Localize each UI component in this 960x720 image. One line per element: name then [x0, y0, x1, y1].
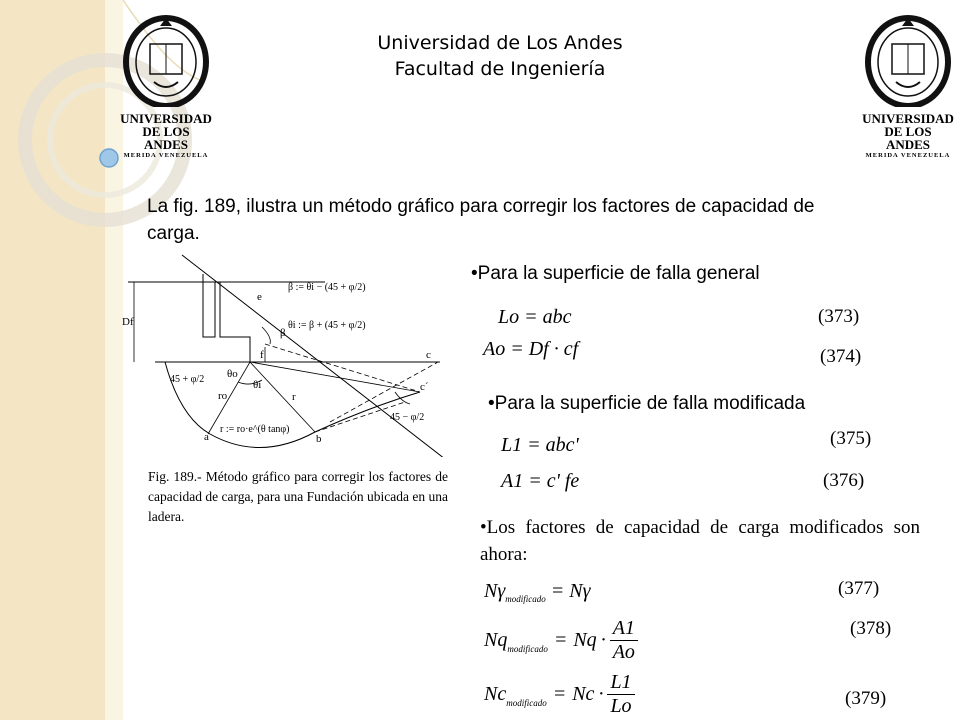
equation-number-378: (378)	[850, 618, 892, 639]
figure-caption: Fig. 189.- Método gráfico para corregir los factores de capacidad de carga, para una Fundación ubicada en una ladera.	[148, 469, 448, 524]
df-label: Df	[122, 316, 134, 328]
header	[300, 30, 700, 82]
logo-text-line2: DE LOS ANDES	[142, 124, 190, 152]
subscript-modificado: modificado	[507, 644, 548, 654]
equation-378: Nq $_{modificado}$ = Nq · $\frac{A1}{Ao}$	[484, 610, 638, 670]
fraction-denominator: Lo	[610, 694, 632, 717]
intro-paragraph: La fig. 189, ilustra un método gráfico para corregir los factores de capacidad de carga.	[147, 196, 815, 244]
nq-symbol: Nq	[573, 628, 597, 651]
foundation-left	[203, 274, 215, 337]
logo-text-line1: UNIVERSIDAD	[120, 111, 212, 126]
equation-379: Nc $_{modificado}$ = Nc · $\frac{L1}{Lo}$	[484, 668, 635, 720]
equation-376: A1 = c' fe	[501, 470, 580, 492]
equation-number-376: (376)	[823, 470, 865, 491]
logo-text-line1: UNIVERSIDAD	[862, 111, 954, 126]
equation-number-377: (377)	[838, 578, 880, 599]
eq-beta: β := θi − (45 + φ/2)	[288, 282, 366, 293]
label-ro: ro	[218, 390, 228, 402]
failure-surface-figure	[120, 252, 465, 457]
equation-374: Ao = Df · cf	[483, 338, 579, 360]
factors-paragraph: •Los factores de capacidad de carga modificados son ahora:	[480, 517, 920, 565]
foundation-right	[220, 282, 250, 362]
seal-icon	[120, 12, 212, 107]
label-r: r	[292, 391, 296, 403]
label-e: e	[257, 291, 262, 303]
n-gamma-symbol: Nγ	[484, 580, 506, 602]
general-surface-title: •Para la superficie de falla general	[471, 263, 760, 284]
modified-surface-title: •Para la superficie de falla modificada	[488, 393, 806, 414]
fraction-379	[607, 671, 634, 718]
fraction-numerator: L1	[607, 671, 634, 695]
angle-right: 45 − φ/2	[390, 412, 425, 423]
label-b: b	[316, 433, 322, 445]
fraction-378	[610, 617, 638, 664]
equation-number-375: (375)	[830, 428, 872, 449]
label-c: c	[426, 349, 431, 361]
equation-number-374: (374)	[820, 346, 862, 367]
n-gamma-symbol: Nγ	[569, 580, 591, 602]
label-a: a	[204, 431, 209, 443]
angle-left: 45 + φ/2	[170, 374, 205, 385]
university-name: Universidad de Los Andes	[377, 32, 623, 54]
label-c-prime: c´	[420, 381, 429, 393]
subscript-modificado: modificado	[505, 594, 546, 604]
fraction-denominator: Ao	[612, 640, 635, 663]
subscript-modificado: modificado	[506, 698, 547, 708]
equation-373: Lo = abc	[498, 306, 572, 328]
label-theta-i: θi	[253, 379, 262, 391]
decorative-dot	[100, 149, 118, 167]
eq-theta: θi := β + (45 + φ/2)	[288, 320, 366, 331]
logo-text-line2: DE LOS ANDES	[884, 124, 932, 152]
seal-icon	[862, 12, 954, 107]
logo-location: MERIDA VENEZUELA	[123, 152, 209, 159]
eq-r: r := ro·e^(θ tanφ)	[220, 424, 290, 435]
label-f: f	[260, 349, 264, 361]
university-logo-right	[862, 12, 954, 159]
logo-location: MERIDA VENEZUELA	[865, 152, 951, 159]
nc-symbol: Nc	[572, 682, 595, 705]
equation-377: $N\gamma_{modificado} = N\gamma$	[484, 580, 591, 604]
label-beta: β	[280, 327, 286, 339]
equation-number-379: (379)	[845, 688, 887, 709]
fraction-numerator: A1	[610, 617, 638, 641]
faculty-name: Facultad de Ingeniería	[394, 58, 606, 80]
equation-375: L1 = abc'	[501, 434, 579, 456]
equation-number-373: (373)	[818, 306, 860, 327]
nq-symbol: Nq	[484, 628, 508, 651]
university-logo-left	[120, 12, 212, 159]
nc-symbol: Nc	[484, 682, 507, 705]
label-theta-o: θo	[227, 368, 238, 380]
